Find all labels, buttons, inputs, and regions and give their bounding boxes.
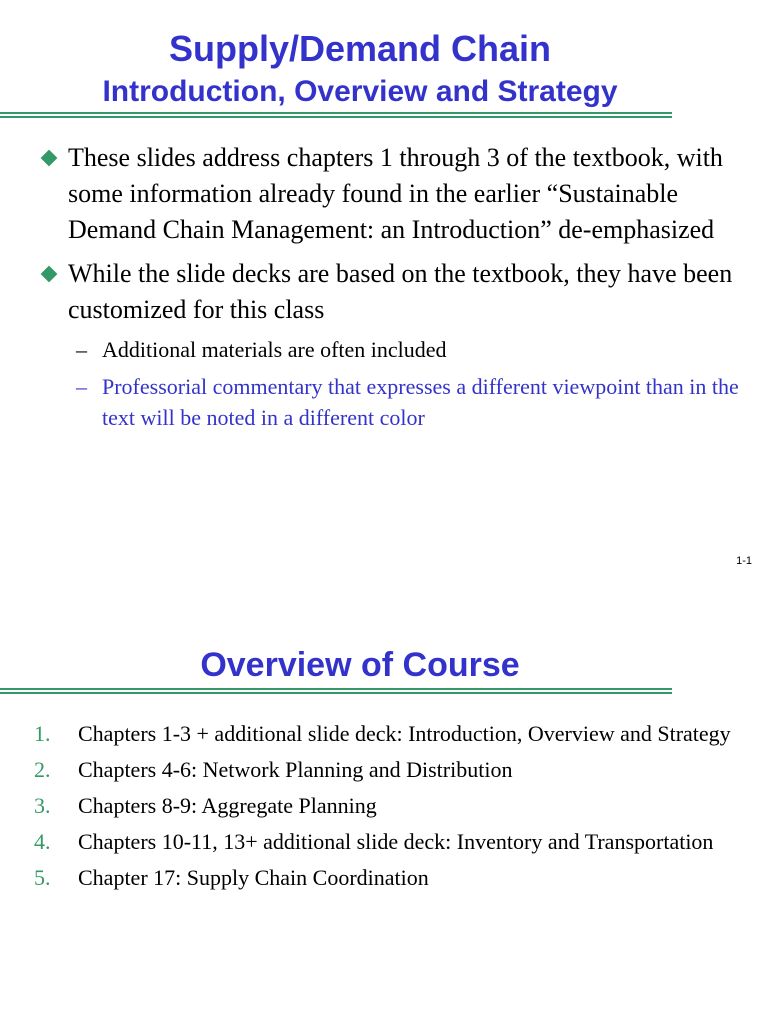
slide-title: Overview of Course xyxy=(200,646,520,684)
sub-bullet-text: Additional materials are often included xyxy=(102,337,447,362)
page-number: 1-1 xyxy=(736,555,752,567)
bullet-text: While the slide decks are based on the textbook, they have been customized for this class xyxy=(68,259,733,324)
item-number: 4. xyxy=(34,829,51,854)
bullet-item xyxy=(40,256,740,433)
item-text: Chapters 1-3 + additional slide deck: Introduction, Overview and Strategy xyxy=(78,721,731,746)
slide-2 xyxy=(0,630,768,1024)
dash-marker: – xyxy=(76,374,87,399)
bullet-list xyxy=(40,140,740,441)
diamond-icon xyxy=(41,266,58,283)
slide-subtitle: Introduction, Overview and Strategy xyxy=(102,75,618,108)
dash-marker: – xyxy=(76,337,87,362)
sub-bullet-text: Professorial commentary that expresses a different viewpoint than in the text will be noted in a different color xyxy=(102,374,739,430)
title-divider xyxy=(0,688,672,694)
list-item xyxy=(34,826,734,858)
diamond-icon xyxy=(41,150,58,167)
list-item xyxy=(34,790,734,822)
sub-bullet-item-commentary xyxy=(68,371,740,433)
item-text: Chapter 17: Supply Chain Coordination xyxy=(78,865,429,890)
item-number: 3. xyxy=(34,793,51,818)
list-item xyxy=(34,754,734,786)
title-divider xyxy=(0,112,672,118)
sub-bullet-list xyxy=(68,334,740,433)
item-number: 2. xyxy=(34,757,51,782)
item-text: Chapters 4-6: Network Planning and Distribution xyxy=(78,757,513,782)
item-text: Chapters 8-9: Aggregate Planning xyxy=(78,793,377,818)
sub-bullet-item xyxy=(68,334,740,365)
slide-title: Supply/Demand Chain xyxy=(168,28,552,69)
list-item xyxy=(34,862,734,894)
item-number: 1. xyxy=(34,721,51,746)
bullet-item xyxy=(40,140,740,248)
item-text: Chapters 10-11, 13+ additional slide deck: Inventory and Transportation xyxy=(78,829,714,854)
bullet-text: These slides address chapters 1 through 3 of the textbook, with some information already found in the earlier “Sustainable Demand Chain Management: an Introduction” de-emphasized xyxy=(68,143,723,244)
item-number: 5. xyxy=(34,865,51,890)
course-list xyxy=(34,718,734,898)
list-item xyxy=(34,718,734,750)
